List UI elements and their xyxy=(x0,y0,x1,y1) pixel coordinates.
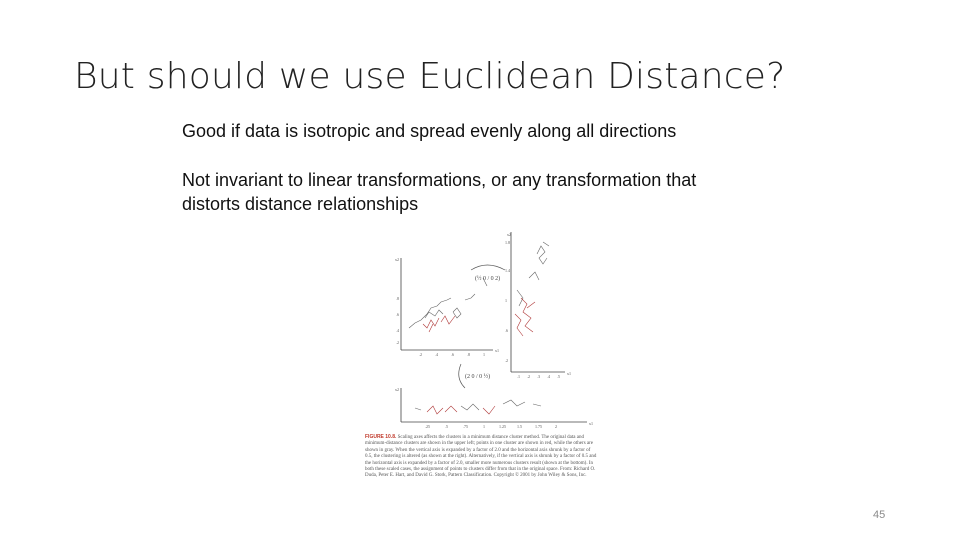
svg-text:x2: x2 xyxy=(507,232,511,237)
cluster-scaling-diagram xyxy=(365,228,597,434)
svg-text:x1: x1 xyxy=(495,348,499,353)
slide-title: But should we use Euclidean Distance? xyxy=(74,56,786,97)
svg-text:.2: .2 xyxy=(419,352,422,357)
svg-text:1.75: 1.75 xyxy=(535,424,542,429)
matrix-bottom-label: (2 0 / 0 ½) xyxy=(465,374,491,380)
original-red-cluster xyxy=(423,316,455,332)
stretched-plot-ticks xyxy=(505,232,571,379)
svg-text:x2: x2 xyxy=(395,257,399,262)
svg-text:.4: .4 xyxy=(547,374,550,379)
svg-text:x1: x1 xyxy=(567,371,571,376)
svg-text:.2: .2 xyxy=(527,374,530,379)
clustering-figure xyxy=(365,228,597,514)
svg-text:.3: .3 xyxy=(537,374,540,379)
figure-caption xyxy=(365,434,597,480)
original-plot-ticks xyxy=(395,257,499,357)
svg-text:.6: .6 xyxy=(451,352,454,357)
caption-text: Scaling axes affects the clusters in a minimum distance cluster method. The original data and minimum-distance clusters are shown in the upper left; points in one cluster are shown in red, while the others are shown in gray. When the vertical axis is expanded by a factor of 2.0 and the horizontal axis shrunk by a factor of 0.5, the clustering is altered (as shown at the right). Alternatively, if the vertical axis is shrunk by a factor of 0.5 and the horizontal axis is expanded by a factor of 2.0, smaller more numerous clusters result (shown at the bottom). In both these scaled cases, the assignment of points to clusters differ from that in the original space. From: Richard O. Duda, Peter E. Hart, and David G. Stork, Pattern Classification. Copyright © 2001 by John Wiley & Sons, Inc. xyxy=(365,435,597,479)
svg-text:1: 1 xyxy=(483,352,485,357)
svg-text:.6: .6 xyxy=(396,312,399,317)
matrix-top-label: (½ 0 / 0 2) xyxy=(475,276,501,282)
original-gray-cluster xyxy=(409,278,487,328)
svg-text:.5: .5 xyxy=(445,424,448,429)
compressed-plot-ticks xyxy=(395,387,593,429)
svg-text:1.5: 1.5 xyxy=(517,424,522,429)
svg-text:.2: .2 xyxy=(396,340,399,345)
svg-text:1: 1 xyxy=(483,424,485,429)
svg-text:.6: .6 xyxy=(505,328,508,333)
svg-text:.2: .2 xyxy=(505,358,508,363)
svg-text:.25: .25 xyxy=(425,424,430,429)
svg-text:.8: .8 xyxy=(467,352,470,357)
svg-text:.75: .75 xyxy=(463,424,468,429)
bullet-isotropic: Good if data is isotropic and spread evenly along all directions xyxy=(182,121,677,141)
svg-text:.4: .4 xyxy=(435,352,438,357)
svg-text:1.8: 1.8 xyxy=(505,240,510,245)
stretched-red-cluster xyxy=(515,298,535,336)
svg-text:1.25: 1.25 xyxy=(499,424,506,429)
svg-text:2: 2 xyxy=(555,424,557,429)
stretched-plot-axes xyxy=(511,232,565,372)
caption-label: FIGURE 10.8. xyxy=(365,434,397,440)
svg-text:1.4: 1.4 xyxy=(505,268,510,273)
svg-text:1: 1 xyxy=(505,298,507,303)
page-number: 45 xyxy=(873,509,886,521)
original-plot-axes xyxy=(401,258,493,350)
svg-text:.8: .8 xyxy=(396,296,399,301)
bullet-invariance: Not invariant to linear transformations, or any transformation that distorts distance relationships xyxy=(182,170,697,214)
stretched-gray-cluster xyxy=(517,242,549,306)
compressed-red-cluster xyxy=(427,406,495,414)
svg-text:.4: .4 xyxy=(396,328,399,333)
arrow-to-right-plot xyxy=(471,265,505,270)
svg-text:.1: .1 xyxy=(517,374,520,379)
svg-text:x1: x1 xyxy=(589,421,593,426)
compressed-plot-axes xyxy=(401,388,587,422)
svg-text:.5: .5 xyxy=(557,374,560,379)
svg-text:x2: x2 xyxy=(395,387,399,392)
compressed-gray-cluster xyxy=(415,400,541,410)
